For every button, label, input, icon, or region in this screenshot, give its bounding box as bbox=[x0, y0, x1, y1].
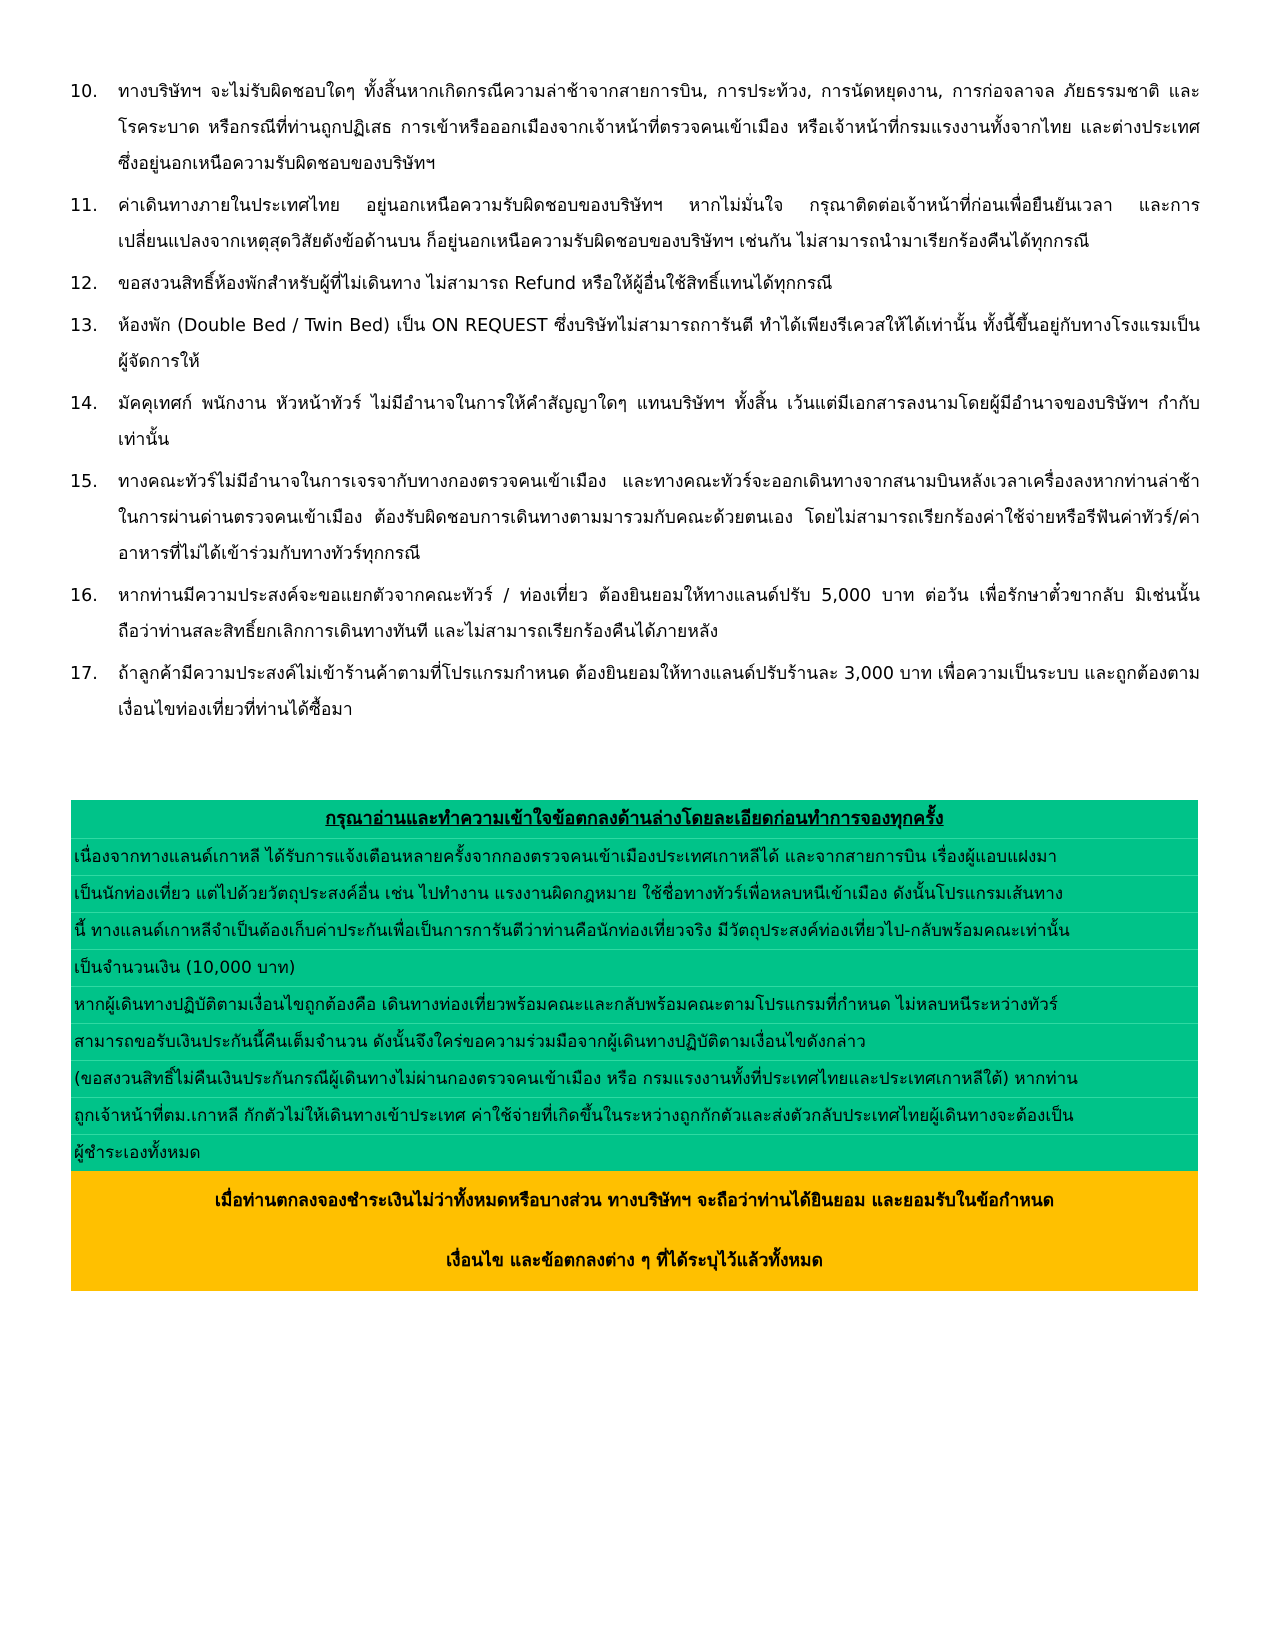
term-text: ทางคณะทัวร์ไม่มีอำนาจในการเจรจากับทางกองตรวจคนเข้าเมือง และทางคณะทัวร์จะออกเดินทางจากสนามบินหลังเวลาเครื่องลงหากท่านล่าช้าในการผ่านด่านตรวจคนเข้าเมือง ต้องรับผิดชอบการเดินทางตามมารวมกับคณะด้วยตนเอง โดยไม่สามารถเรียกร้องค่าใช้จ่ายหรือรีฟันค่าทัวร์/ค่าอาหารที่ไม่ได้เข้าร่วมกับทางทัวร์ทุกกรณี bbox=[118, 472, 1200, 564]
term-item bbox=[70, 656, 1200, 728]
terms-list bbox=[70, 74, 1200, 734]
term-text: มัคคุเทศก์ พนักงาน หัวหน้าทัวร์ ไม่มีอำนาจในการให้คำสัญญาใดๆ แทนบริษัทฯ ทั้งสิ้น เว้นแต่มีเอกสารลงนามโดยผู้มีอำนาจของบริษัทฯ กำกับเท่านั้น bbox=[118, 394, 1200, 450]
term-text: ค่าเดินทางภายในประเทศไทย อยู่นอกเหนือความรับผิดชอบของบริษัทฯ หากไม่มั่นใจ กรุณาติดต่อเจ้าหน้าที่ก่อนเพื่อยืนยันเวลา และการเปลี่ยนแปลงจากเหตุสุดวิสัยดังข้อด้านบน ก็อยู่นอกเหนือความรับผิดชอบของบริษัทฯ เช่นกัน ไม่สามารถนำมาเรียกร้องคืนได้ทุกกรณี bbox=[118, 196, 1200, 252]
term-number: 16. bbox=[70, 586, 98, 606]
term-item bbox=[70, 308, 1200, 380]
term-number: 17. bbox=[70, 664, 98, 684]
notice-box bbox=[71, 800, 1198, 1291]
agreement-line: เมื่อท่านตกลงจองชำระเงินไม่ว่าทั้งหมดหรือบางส่วน ทางบริษัทฯ จะถือว่าท่านได้ยินยอม และยอมรับในข้อกำหนด bbox=[214, 1191, 1055, 1211]
term-number: 10. bbox=[70, 82, 98, 102]
agreement-line: เงื่อนไข และข้อตกลงต่าง ๆ ที่ได้ระบุไว้แล้วทั้งหมด bbox=[446, 1251, 823, 1271]
notice-line: สามารถขอรับเงินประกันนี้คืนเต็มจำนวน ดังนั้นจึงใคร่ขอความร่วมมือจากผู้เดินทางปฏิบัติตามเงื่อนไขดังกล่าว bbox=[71, 1024, 1198, 1061]
agreement-notice bbox=[71, 1171, 1198, 1291]
term-text: ถ้าลูกค้ามีความประสงค์ไม่เข้าร้านค้าตามที่โปรแกรมกำหนด ต้องยินยอมให้ทางแลนด์ปรับร้านละ 3,000 บาท เพื่อความเป็นระบบ และถูกต้องตามเงื่อนไขท่องเที่ยวที่ท่านได้ซื้อมา bbox=[118, 664, 1200, 720]
notice-line: เนื่องจากทางแลนด์เกาหลี ได้รับการแจ้งเตือนหลายครั้งจากกองตรวจคนเข้าเมืองประเทศเกาหลีได้ และจากสายการบิน เรื่องผู้แอบแฝงมา bbox=[71, 839, 1198, 876]
notice-line: (ขอสงวนสิทธิ์ไม่คืนเงินประกันกรณีผู้เดินทางไม่ผ่านกองตรวจคนเข้าเมือง หรือ กรมแรงงานทั้งที่ประเทศไทยและประเทศเกาหลีใต้) หากท่าน bbox=[71, 1061, 1198, 1098]
term-number: 11. bbox=[70, 196, 98, 216]
term-number: 15. bbox=[70, 472, 98, 492]
notice-line: นี้ ทางแลนด์เกาหลีจำเป็นต้องเก็บค่าประกันเพื่อเป็นการการันตีว่าท่านคือนักท่องเที่ยวจริง มีวัตถุประสงค์ท่องเที่ยวไป-กลับพร้อมคณะเท่านั้น bbox=[71, 913, 1198, 950]
term-item bbox=[70, 188, 1200, 260]
term-text: ห้องพัก (Double Bed / Twin Bed) เป็น ON REQUEST ซึ่งบริษัทไม่สามารถการันตี ทำได้เพียงรีเควสให้ได้เท่านั้น ทั้งนี้ขึ้นอยู่กับทางโรงแรมเป็นผู้จัดการให้ bbox=[118, 316, 1200, 372]
notice-line: เป็นจำนวนเงิน (10,000 บาท) bbox=[71, 950, 1198, 987]
term-item bbox=[70, 464, 1200, 572]
notice-line: หากผู้เดินทางปฏิบัติตามเงื่อนไขถูกต้องคือ เดินทางท่องเที่ยวพร้อมคณะและกลับพร้อมคณะตามโปรแกรมที่กำหนด ไม่หลบหนีระหว่างทัวร์ bbox=[71, 987, 1198, 1024]
term-item bbox=[70, 578, 1200, 650]
deposit-notice bbox=[71, 800, 1198, 1171]
term-item bbox=[70, 74, 1200, 182]
notice-line: ผู้ชำระเองทั้งหมด bbox=[74, 1143, 201, 1163]
term-item bbox=[70, 386, 1200, 458]
term-number: 13. bbox=[70, 316, 98, 336]
notice-line: ถูกเจ้าหน้าที่ตม.เกาหลี กักตัวไม่ให้เดินทางเข้าประเทศ ค่าใช้จ่ายที่เกิดขึ้นในระหว่างถูกกักตัวและส่งตัวกลับประเทศไทยผู้เดินทางจะต้องเป็น bbox=[71, 1098, 1198, 1135]
term-item bbox=[70, 266, 1200, 302]
notice-title: กรุณาอ่านและทำความเข้าใจข้อตกลงด้านล่างโดยละเอียดก่อนทำการจองทุกครั้ง bbox=[71, 800, 1198, 839]
term-text: ขอสงวนสิทธิ์ห้องพักสำหรับผู้ที่ไม่เดินทาง ไม่สามารถ Refund หรือให้ผู้อื่นใช้สิทธิ์แทนได้ทุกกรณี bbox=[118, 274, 833, 294]
term-number: 12. bbox=[70, 274, 98, 294]
term-text: หากท่านมีความประสงค์จะขอแยกตัวจากคณะทัวร์ / ท่องเที่ยว ต้องยินยอมให้ทางแลนด์ปรับ 5,000 บาท ต่อวัน เพื่อรักษาตั๋วขากลับ มิเช่นนั้นถือว่าท่านสละสิทธิ์ยกเลิกการเดินทางทันที และไม่สามารถเรียกร้องคืนได้ภายหลัง bbox=[118, 586, 1200, 642]
term-text: ทางบริษัทฯ จะไม่รับผิดชอบใดๆ ทั้งสิ้นหากเกิดกรณีความล่าช้าจากสายการบิน, การประท้วง, การนัดหยุดงาน, การก่อจลาจล ภัยธรรมชาติ และโรคระบาด หรือกรณีที่ท่านถูกปฏิเสธ การเข้าหรือออกเมืองจากเจ้าหน้าที่ตรวจคนเข้าเมือง หรือเจ้าหน้าที่กรมแรงงานทั้งจากไทย และต่างประเทศ ซึ่งอยู่นอกเหนือความรับผิดชอบของบริษัทฯ bbox=[118, 82, 1200, 174]
notice-line: เป็นนักท่องเที่ยว แต่ไปด้วยวัตถุประสงค์อื่น เช่น ไปทำงาน แรงงานผิดกฎหมาย ใช้ชื่อทางทัวร์เพื่อหลบหนีเข้าเมือง ดังนั้นโปรแกรมเส้นทาง bbox=[71, 876, 1198, 913]
term-number: 14. bbox=[70, 394, 98, 414]
